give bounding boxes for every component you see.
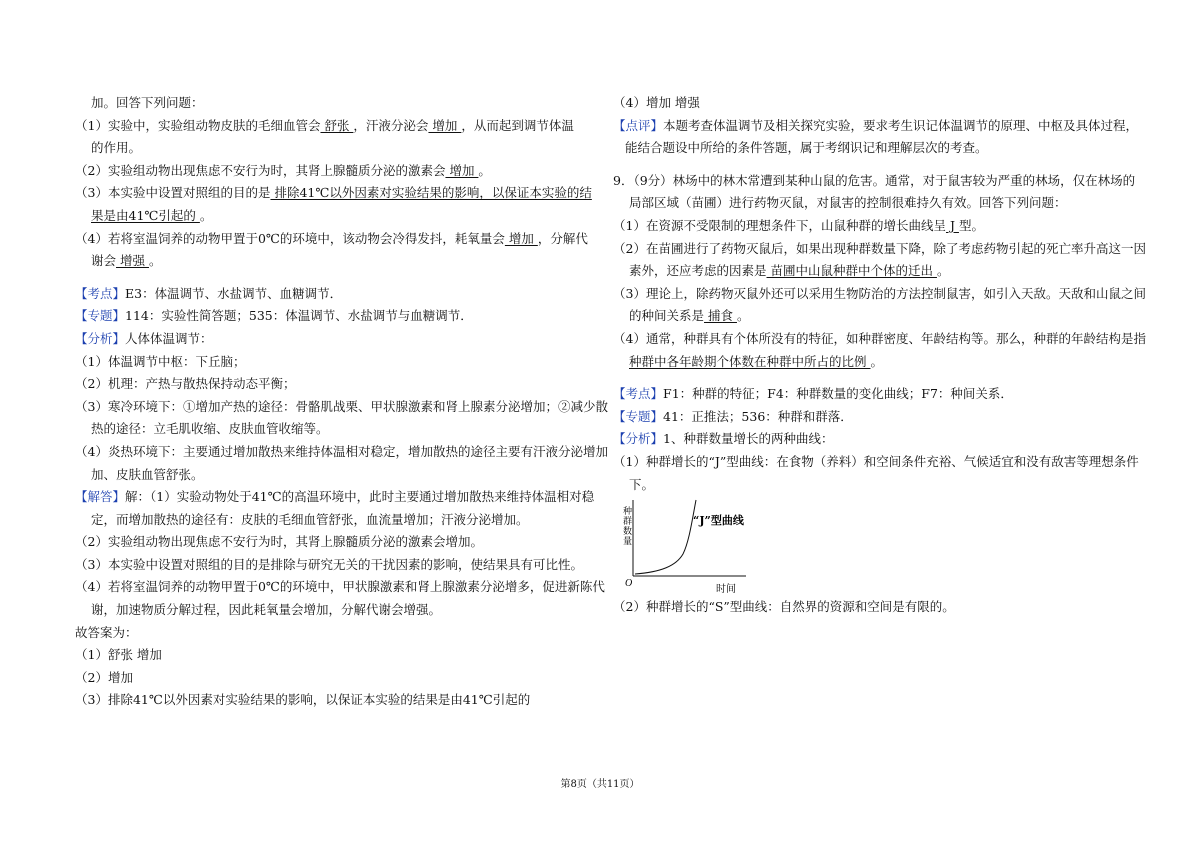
y-axis-label-2: 群	[623, 517, 633, 528]
section-tag: 【点评】	[613, 117, 664, 133]
answer-blank: 增强	[116, 253, 149, 269]
text-span: （4）增加 增强	[613, 95, 700, 110]
text-span: （1）舒张 增加	[75, 647, 162, 663]
text-span: （1）实验中，实验组动物皮肤的毛细血管会	[75, 117, 321, 133]
text-line	[613, 305, 1133, 328]
j-curve-diagram	[621, 496, 821, 596]
section-tag: 【考点】	[75, 285, 126, 301]
text-span: （2）增加	[75, 669, 133, 685]
text-line	[75, 137, 585, 160]
answer-blank: 增加	[504, 230, 538, 246]
text-span: （3）本实验中设置对照组的目的是排除与研究无关的干扰因素的影响，使结果具有可比性。	[75, 556, 583, 572]
section-tag: 【考点】	[613, 386, 664, 402]
text-span: 。	[478, 162, 491, 178]
j-curve-figure	[621, 496, 1133, 596]
text-line	[613, 406, 1133, 429]
text-span: 人体体温调节：	[125, 330, 213, 346]
text-line	[75, 464, 585, 487]
text-span: （2）实验组动物出现焦虑不安行为时，其肾上腺髓质分泌的激素会	[75, 162, 446, 178]
text-line	[75, 160, 585, 183]
text-line	[75, 328, 585, 351]
text-line	[75, 250, 585, 273]
text-span: 下。	[629, 476, 655, 492]
section-tag: 【分析】	[613, 431, 664, 447]
text-span: （2）实验组动物出现焦虑不安行为时，其肾上腺髓质分泌的激素会增加。	[75, 534, 483, 550]
text-line	[613, 596, 1133, 619]
text-line	[75, 205, 585, 228]
text-span: 的种间关系是	[629, 308, 705, 324]
text-line	[613, 283, 1146, 306]
text-line	[613, 451, 1139, 474]
text-line	[75, 418, 585, 441]
right-column-text-bottom	[613, 596, 1133, 619]
text-span: 的作用。	[91, 140, 142, 156]
spacer	[613, 160, 1133, 170]
text-line	[613, 328, 1146, 351]
text-span: （2）在苗圃进行了药物灭鼠后，如果出现种群数量下降，除了考虑药物引起的死亡率升高这一因	[613, 240, 1146, 256]
y-axis-label-3: 数	[623, 527, 633, 538]
text-span: 。	[870, 353, 883, 369]
x-axis-label: 时间	[716, 584, 736, 596]
text-line	[75, 644, 585, 667]
text-line	[75, 396, 608, 419]
text-span: （4）若将室温饲养的动物甲置于0℃的环境中，该动物会冷得发抖，耗氧量会	[75, 230, 505, 246]
answer-blank: 舒张	[320, 117, 354, 133]
text-span: 局部区域（苗圃）进行药物灭鼠，对鼠害的控制很难持久有效。回答下列问题：	[629, 195, 1067, 211]
text-span: ，汗液分泌会	[353, 117, 429, 133]
right-column-text-top	[613, 92, 1146, 496]
text-line	[75, 441, 608, 464]
text-line	[75, 351, 585, 374]
text-line	[75, 115, 585, 138]
text-span: （1）体温调节中枢：下丘脑；	[75, 353, 246, 369]
text-span: （4）若将室温饲养的动物甲置于0℃的环境中，甲状腺激素和肾上腺激素分泌增多，促进新陈代	[75, 579, 605, 595]
text-span: 加、皮肤血管舒张。	[91, 466, 204, 482]
j-curve	[635, 500, 696, 574]
text-line	[75, 509, 585, 532]
text-span: （2）种群增长的“S”型曲线：自然界的资源和空间是有限的。	[613, 599, 955, 615]
text-span: （3）理论上，除药物灭鼠外还可以采用生物防治的方法控制鼠害，如引入天敌。天敌和山鼠之间	[613, 285, 1146, 301]
text-line	[613, 383, 1133, 406]
spacer	[613, 373, 1133, 383]
text-span: 能结合题设中所给的条件答题，属于考纲识记和理解层次的考查。	[625, 140, 988, 156]
right-column	[613, 92, 1146, 619]
text-span: ，从而起到调节体温	[461, 117, 574, 133]
answer-blank: 增加	[445, 162, 479, 178]
text-line	[613, 115, 1139, 138]
section-tag: 【专题】	[75, 308, 126, 324]
text-line	[613, 238, 1146, 261]
text-line	[75, 228, 588, 251]
text-span: 41：正推法；536：种群和群落．	[663, 408, 853, 424]
text-line	[75, 486, 595, 509]
text-span: 定，而增加散热的途径有：皮肤的毛细血管舒张，血流量增加；汗液分泌增加。	[91, 511, 529, 527]
text-line	[613, 92, 1133, 115]
text-line	[75, 689, 585, 712]
text-span: 9．（9分）林场中的林木常遭到某种山鼠的危害。通常，对于鼠害较为严重的林场，仅在林场的	[613, 172, 1136, 188]
answer-blank: J	[945, 217, 959, 233]
answer-blank: 捕食	[704, 308, 737, 324]
text-span: 。	[736, 308, 750, 324]
text-span: F1：种群的特征；F4：种群数量的变化曲线；F7：种间关系．	[663, 386, 1013, 402]
answer-blank: 苗圃中山鼠种群中个体的迁出	[766, 263, 937, 279]
text-span: （2）机理：产热与散热保持动态平衡；	[75, 376, 296, 392]
text-line	[613, 351, 1133, 374]
answer-blank: 排除41℃以外因素对实验结果的影响，以保证本实验的结	[270, 185, 592, 201]
text-span: （3）寒冷环境下：①增加产热的途径：骨骼肌战栗、甲状腺激素和肾上腺素分泌增加；②减少散	[75, 398, 608, 414]
text-span: （3）排除41℃以外因素对实验结果的影响，以保证本实验的结果是由41℃引起的	[75, 692, 531, 708]
curve-label: “J”型曲线	[693, 514, 744, 528]
text-line	[75, 554, 585, 577]
text-span: 谢，加速物质分解过程，因此耗氧量会增加，分解代谢会增强。	[91, 602, 442, 618]
text-line	[613, 260, 1133, 283]
answer-blank: 种群中各年龄期个体数在种群中所占的比例	[629, 353, 871, 369]
text-span: 。	[148, 253, 162, 269]
text-span: 本题考查体温调节及相关探究实验，要求考生识记体温调节的原理、中枢及具体过程，	[663, 117, 1139, 133]
text-line	[75, 373, 585, 396]
text-span: 素外，还应考虑的因素是	[629, 263, 767, 279]
text-line	[75, 667, 585, 690]
text-span: ，分解代	[537, 230, 588, 246]
answer-blank: 果是由41℃引起的	[91, 207, 200, 223]
text-line	[75, 92, 585, 115]
text-line	[75, 182, 592, 205]
text-span: 加。回答下列问题：	[91, 95, 204, 110]
text-line	[75, 283, 585, 306]
spacer	[75, 273, 585, 283]
section-tag: 【分析】	[75, 330, 126, 346]
text-line	[613, 170, 1136, 193]
left-column	[75, 92, 608, 712]
text-span: 。	[936, 263, 950, 279]
origin-label: O	[625, 578, 633, 590]
text-line	[613, 137, 1133, 160]
text-span: 故答案为：	[75, 624, 138, 640]
text-line	[613, 428, 1133, 451]
text-line	[75, 599, 585, 622]
page-footer: 第8页（共11页）	[560, 779, 640, 790]
text-span: 谢会	[91, 253, 117, 269]
text-span: （3）本实验中设置对照组的目的是	[75, 185, 271, 201]
text-line	[613, 474, 1133, 497]
y-axis-label-4: 量	[623, 537, 633, 548]
text-span: （1）种群增长的“J”型曲线：在食物（养料）和空间条件充裕、气候适宜和没有敌害等理想条件	[613, 453, 1139, 469]
text-line	[613, 215, 1133, 238]
text-span: 解：（1）实验动物处于41℃的高温环境中，此时主要通过增加散热来维持体温相对稳	[125, 489, 595, 505]
text-line	[75, 576, 605, 599]
text-span: （4）通常，种群具有个体所没有的特征，如种群密度、年龄结构等。那么，种群的年龄结构是指	[613, 330, 1146, 346]
text-span: E3：体温调节、水盐调节、血糖调节．	[125, 285, 343, 301]
text-span: （4）炎热环境下：主要通过增加散热来维持体温相对稳定，增加散热的途径主要有汗液分泌增加	[75, 443, 608, 459]
section-tag: 【解答】	[75, 489, 126, 505]
text-span: 热的途径：立毛肌收缩、皮肤血管收缩等。	[91, 421, 329, 437]
text-line	[75, 305, 585, 328]
text-span: 型。	[958, 217, 984, 233]
text-span: 114：实验性简答题；535：体温调节、水盐调节与血糖调节．	[125, 308, 473, 324]
y-axis-label-1: 种	[623, 507, 633, 518]
text-span: 1、种群数量增长的两种曲线：	[663, 431, 834, 447]
text-span: （1）在资源不受限制的理想条件下，山鼠种群的增长曲线呈	[613, 217, 946, 233]
text-line	[75, 622, 585, 645]
answer-blank: 增加	[428, 117, 462, 133]
section-tag: 【专题】	[613, 408, 664, 424]
text-span: 。	[199, 207, 213, 223]
text-line	[613, 192, 1133, 215]
text-line	[75, 531, 585, 554]
